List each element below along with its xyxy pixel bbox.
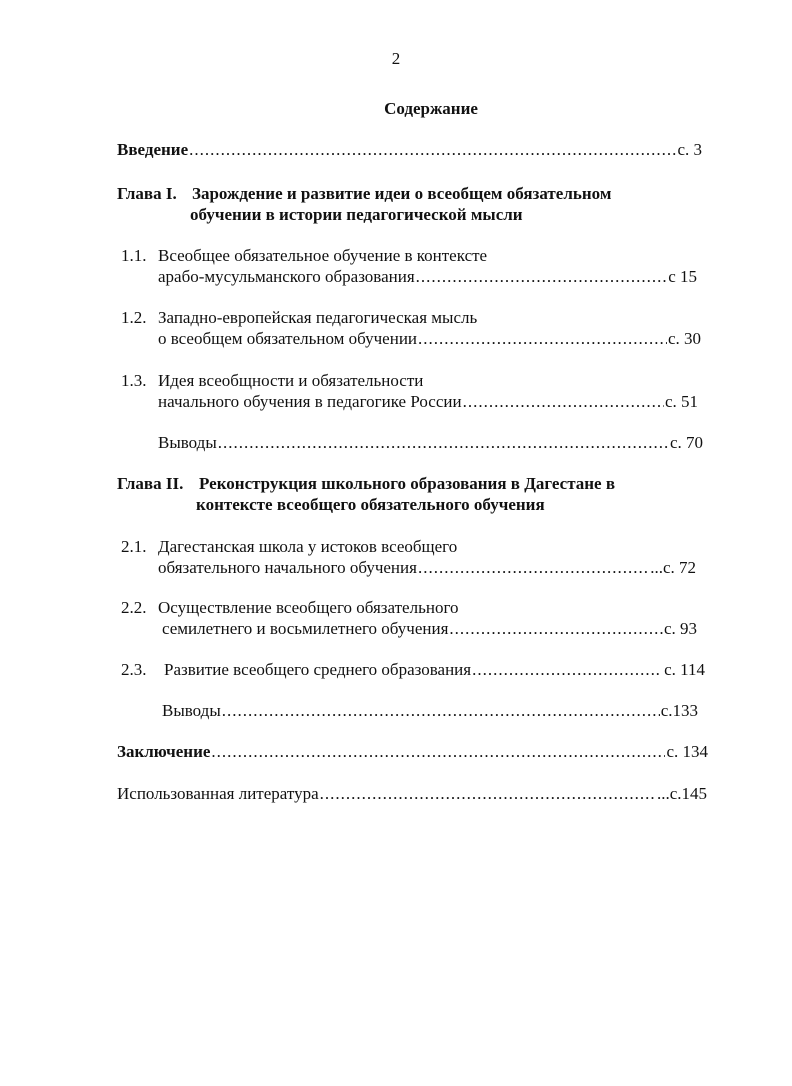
chapter1-label: Глава I. [117, 184, 177, 203]
section-number: 2.3. [121, 660, 147, 679]
dot-leader [463, 391, 664, 413]
toc-label: Заключение [117, 742, 211, 761]
section-number: 1.1. [121, 246, 147, 265]
toc-label: начального обучения в педагогике России [158, 392, 462, 411]
section-number: 1.2. [121, 308, 147, 327]
section-number: 2.2. [121, 598, 147, 617]
toc-entry-intro[interactable] [117, 139, 702, 161]
section-2-2-line2[interactable] [162, 618, 697, 640]
section-1-2-line2[interactable] [158, 328, 701, 350]
toc-label: Выводы [158, 433, 217, 452]
toc-label: семилетнего и восьмилетнего обучения [162, 619, 449, 638]
toc-page: с. 93 [663, 619, 697, 638]
dot-leader [472, 659, 654, 681]
toc-page: ...с. 72 [650, 558, 696, 577]
toc-page: с. 134 [666, 742, 708, 761]
section-number: 2.1. [121, 537, 147, 556]
toc-page: ...с.145 [656, 784, 707, 803]
section-1-1-line1[interactable]: Всеобщее обязательное обучение в контексте [158, 246, 488, 265]
dot-leader [418, 557, 649, 579]
section-number: 1.3. [121, 371, 147, 390]
dot-leader [418, 328, 667, 350]
section-2-3[interactable] [164, 659, 705, 681]
toc-label: Выводы [162, 701, 221, 720]
toc-entry-references[interactable] [117, 783, 707, 805]
toc-page: с. 3 [677, 140, 702, 159]
toc-label: Использованная литература [117, 784, 319, 803]
toc-page: . с. 114 [655, 660, 705, 679]
dot-leader [211, 741, 665, 763]
dot-leader [222, 700, 660, 722]
section-2-1-line2[interactable] [158, 557, 696, 579]
chapter2-label: Глава II. [117, 474, 184, 493]
toc-label: о всеобщем обязательном обучении [158, 329, 418, 348]
section-1-3-line2[interactable] [158, 391, 698, 413]
toc-label: обязательного начального обучения [158, 558, 417, 577]
toc-label: арабо-мусульманского образования [158, 267, 415, 286]
dot-leader [416, 266, 668, 288]
toc-page: с.133 [660, 701, 698, 720]
page-number: 2 [391, 49, 401, 68]
dot-leader [189, 139, 676, 161]
toc-label: Развитие всеобщего среднего образования [164, 660, 472, 679]
chapter1-title-line1[interactable]: Зарождение и развитие идеи о всеобщем обязательном [192, 184, 612, 203]
toc-entry-conclusion[interactable] [117, 741, 708, 763]
section-2-2-line1[interactable]: Осуществление всеобщего обязательного [158, 598, 459, 617]
dot-leader [218, 432, 669, 454]
dot-leader [320, 783, 656, 805]
section-1-3-line1[interactable]: Идея всеобщности и обязательности [158, 371, 424, 390]
page-title: Содержание [384, 99, 478, 118]
toc-page: с 15 [668, 267, 697, 286]
section-1-1-line2[interactable] [158, 266, 697, 288]
chapter2-conclusions[interactable] [162, 700, 698, 722]
chapter2-title-line1[interactable]: Реконструкция школьного образования в Дагестане в [199, 474, 616, 493]
toc-page: с. 70 [669, 433, 703, 452]
section-1-2-line1[interactable]: Западно-европейская педагогическая мысль [158, 308, 478, 327]
chapter2-title-line2[interactable]: контексте всеобщего обязательного обучения [196, 495, 545, 514]
chapter1-title-line2[interactable]: обучении в истории педагогической мысли [190, 205, 523, 224]
toc-page: с. 51 [664, 392, 698, 411]
dot-leader [449, 618, 663, 640]
toc-label: Введение [117, 140, 189, 159]
section-2-1-line1[interactable]: Дагестанская школа у истоков всеобщего [158, 537, 458, 556]
chapter1-conclusions[interactable] [158, 432, 703, 454]
toc-page: с. 30 [667, 329, 701, 348]
